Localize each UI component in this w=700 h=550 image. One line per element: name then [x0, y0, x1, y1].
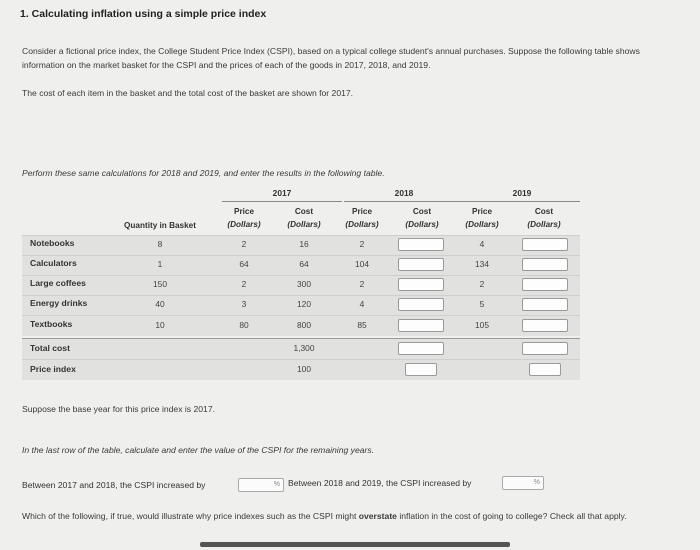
row-divider [22, 275, 580, 276]
increase-2018-2019-label: Between 2018 and 2019, the CSPI increased by [288, 478, 472, 488]
intro-paragraph: Consider a fictional price index, the College Student Price Index (CSPI), based on a typical college student's annual purchases. Suppose the following table shows information on the market basket for the CSPI and the prices of each of the goods in 2017, 2018, and 2019. [22, 46, 640, 70]
header-label: Price [471, 207, 493, 216]
cost-2019-input[interactable] [522, 298, 568, 311]
instruction-text: Perform these same calculations for 2018 and 2019, and enter the results in the following table. [22, 168, 385, 178]
row-label-textbooks: Textbooks [30, 319, 73, 329]
header-label: Cost [412, 207, 432, 216]
cell-price-2018: 4 [359, 299, 365, 309]
cell-price-2019: 105 [475, 320, 489, 330]
year-underline [222, 201, 342, 202]
header-unit: (Dollars) [345, 220, 379, 229]
which-text-emphasis: overstate [358, 511, 397, 521]
total-cost-2019-input[interactable] [522, 342, 568, 355]
which-question [22, 509, 687, 523]
cell-price-2018: 104 [355, 259, 369, 269]
cell-qty: 150 [153, 279, 167, 289]
total-cost-2017: 1,300 [293, 343, 315, 353]
header-price-2019 [454, 205, 510, 231]
cost-2019-input[interactable] [522, 238, 568, 251]
increase-2017-2018-input[interactable] [238, 478, 284, 492]
header-cost-2018 [394, 205, 450, 231]
row-divider [22, 315, 580, 316]
header-cost-2017 [276, 205, 332, 231]
row-label-large-coffees: Large coffees [30, 278, 86, 288]
cost-2019-input[interactable] [522, 319, 568, 332]
cost-2018-input[interactable] [398, 258, 444, 271]
row-divider [22, 338, 580, 339]
cell-price-2017: 3 [241, 299, 247, 309]
row-label-calculators: Calculators [30, 258, 77, 268]
cell-price-2018: 2 [359, 239, 365, 249]
year-2018: 2018 [394, 188, 414, 198]
increase-2018-2019-input[interactable] [502, 476, 544, 490]
cost-note: The cost of each item in the basket and the total cost of the basket are shown for 2017. [22, 88, 354, 98]
cell-qty: 8 [157, 239, 163, 249]
cost-2018-input[interactable] [398, 298, 444, 311]
row-label-price-index: Price index [30, 364, 76, 374]
percent-symbol: % [273, 481, 280, 488]
price-index-2018-input[interactable] [405, 363, 437, 376]
cost-2018-input[interactable] [398, 238, 444, 251]
which-text-start: Which of the following, if true, would illustrate why price indexes such as the CSPI might [22, 511, 359, 521]
cell-price-2019: 5 [479, 299, 485, 309]
percent-symbol: % [533, 479, 540, 486]
cost-2018-input[interactable] [398, 278, 444, 291]
cell-cost-2017: 16 [299, 239, 309, 249]
cell-cost-2017: 64 [299, 259, 309, 269]
cell-qty: 40 [155, 299, 165, 309]
total-cost-2018-input[interactable] [398, 342, 444, 355]
cell-price-2019: 134 [475, 259, 489, 269]
cell-price-2018: 2 [359, 279, 365, 289]
cell-price-2018: 85 [357, 320, 367, 330]
header-unit: (Dollars) [527, 220, 561, 229]
header-label: Cost [294, 207, 314, 216]
header-quantity: Quantity in Basket [124, 221, 196, 230]
row-divider [22, 295, 580, 296]
partially-visible-option [200, 542, 510, 547]
row-divider [22, 359, 580, 360]
price-index-2017: 100 [297, 364, 311, 374]
header-price-2017 [216, 205, 272, 231]
increase-2017-2018-label: Between 2017 and 2018, the CSPI increased by [22, 480, 206, 490]
year-2017: 2017 [272, 188, 292, 198]
row-label-total-cost: Total cost [30, 343, 70, 353]
price-index-2019-input[interactable] [529, 363, 561, 376]
cell-price-2019: 4 [479, 239, 485, 249]
year-underline [464, 201, 580, 202]
question-title: 1. Calculating inflation using a simple price index [20, 8, 267, 20]
cell-price-2017: 64 [239, 259, 249, 269]
cell-cost-2017: 800 [297, 320, 311, 330]
row-label-notebooks: Notebooks [30, 238, 75, 248]
row-label-energy-drinks: Energy drinks [30, 298, 88, 308]
year-underline [344, 201, 464, 202]
price-table [22, 188, 580, 388]
header-unit: (Dollars) [405, 220, 439, 229]
header-unit: (Dollars) [465, 220, 499, 229]
cost-2019-input[interactable] [522, 258, 568, 271]
header-label: Cost [534, 207, 554, 216]
last-row-note: In the last row of the table, calculate and enter the value of the CSPI for the remaining years. [22, 445, 375, 455]
header-cost-2019 [516, 205, 572, 231]
cell-qty: 1 [157, 259, 163, 269]
cell-price-2017: 80 [239, 320, 249, 330]
cell-price-2019: 2 [479, 279, 485, 289]
base-year-note: Suppose the base year for this price index is 2017. [22, 404, 215, 414]
header-label: Price [351, 207, 373, 216]
which-text-end: inflation in the cost of going to college? Check all that apply. [396, 511, 627, 521]
cell-price-2017: 2 [241, 239, 247, 249]
header-unit: (Dollars) [287, 220, 321, 229]
header-unit: (Dollars) [227, 220, 261, 229]
cell-price-2017: 2 [241, 279, 247, 289]
cell-cost-2017: 300 [297, 279, 311, 289]
cost-2018-input[interactable] [398, 319, 444, 332]
row-divider [22, 235, 580, 236]
row-divider [22, 255, 580, 256]
cell-cost-2017: 120 [297, 299, 311, 309]
header-label: Price [233, 207, 255, 216]
header-price-2018 [334, 205, 390, 231]
cell-qty: 10 [155, 320, 165, 330]
year-2019: 2019 [512, 188, 532, 198]
cost-2019-input[interactable] [522, 278, 568, 291]
